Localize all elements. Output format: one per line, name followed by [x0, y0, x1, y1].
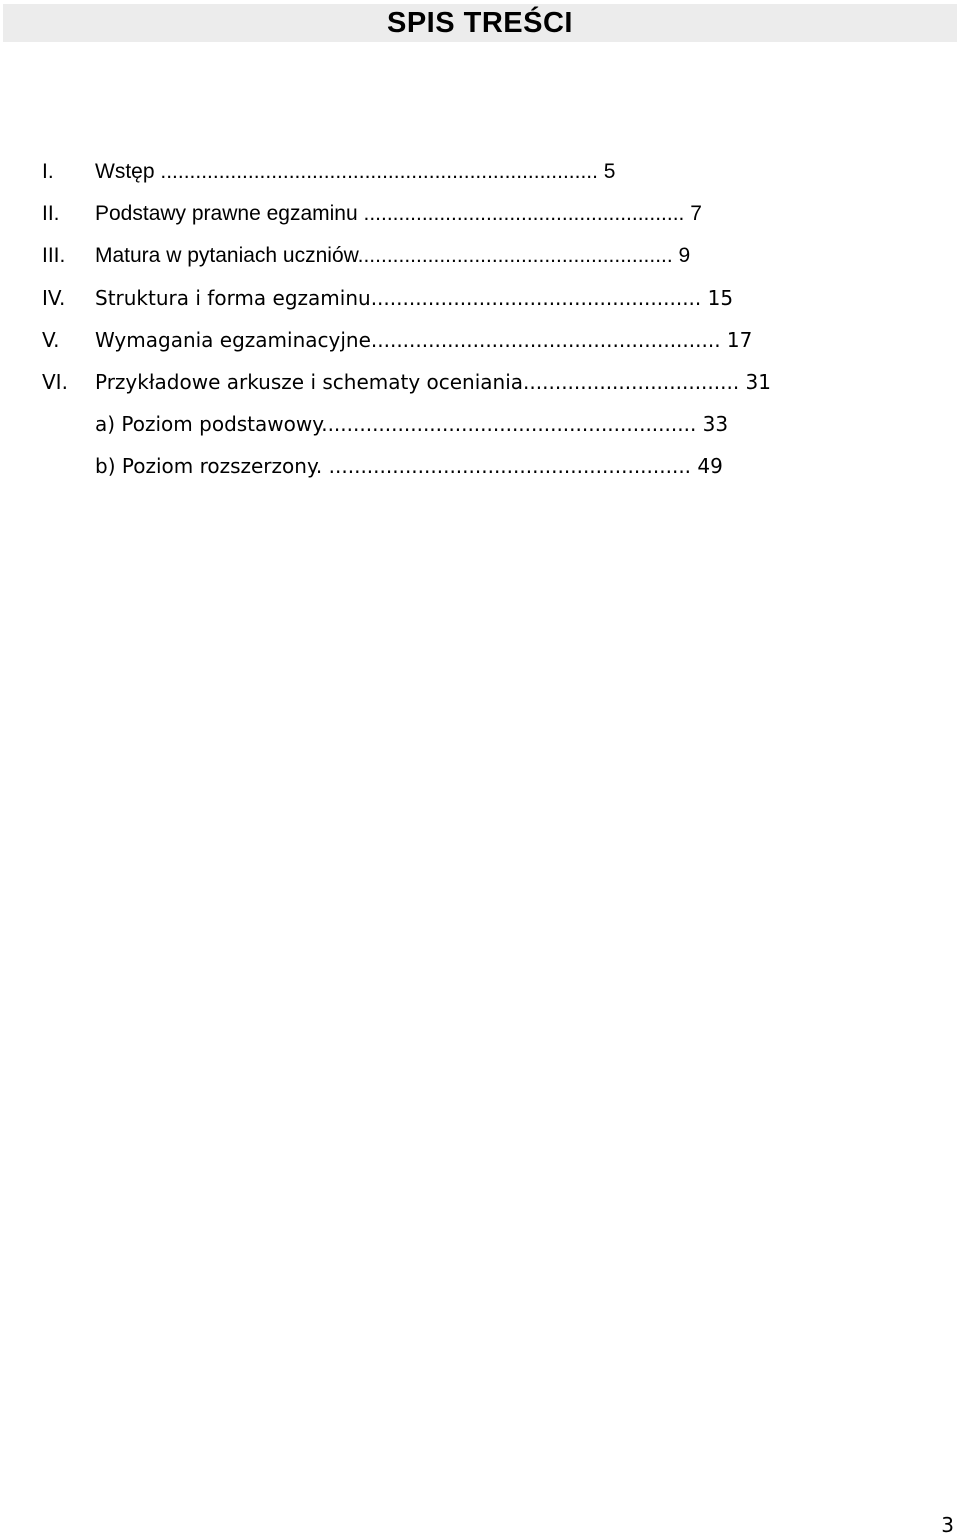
- toc-entry-number: VI.: [42, 370, 68, 394]
- toc-entry-title: Przykładowe arkusze i schematy oceniania.................................. 31: [95, 370, 772, 394]
- toc-entry-page: 17: [720, 328, 753, 352]
- toc-leader-dots: .........................................................: [328, 454, 692, 478]
- toc-entry-title: Struktura i forma egzaminu.................................................... 15: [95, 286, 734, 310]
- toc-entry-3[interactable]: [0, 241, 960, 271]
- title-bar: [3, 4, 957, 42]
- toc-entry-page: 15: [701, 286, 734, 310]
- toc-entry-title: Wymagania egzaminacyjne....................................................... 17: [95, 328, 753, 352]
- toc-entry-number: II.: [42, 202, 60, 225]
- toc-leader-dots: .......................................................: [363, 202, 685, 225]
- toc-leader-dots: ...........................................................................: [160, 160, 598, 183]
- toc-entry-page: 33: [696, 412, 729, 436]
- toc-entry-2[interactable]: [0, 199, 960, 229]
- toc-leader-dots: ...........................................................: [321, 412, 697, 436]
- toc-leader-dots: .......................................................: [370, 328, 721, 352]
- toc-entry-number: III.: [42, 244, 66, 267]
- toc-entry-4[interactable]: [0, 283, 960, 313]
- toc-entry-title: Wstęp ........................................................................... 5: [95, 160, 616, 183]
- toc-entry-6b[interactable]: [0, 451, 960, 481]
- toc-entry-page: 7: [684, 202, 702, 225]
- toc-entry-page: 49: [691, 454, 723, 478]
- toc-entry-6a[interactable]: [0, 409, 960, 439]
- toc-leader-dots: ....................................................: [370, 286, 702, 310]
- toc-entry-number: V.: [42, 328, 60, 352]
- toc-entry-page: 5: [597, 160, 616, 183]
- toc-leader-dots: ......................................................: [357, 244, 673, 267]
- toc-entry-number: I.: [42, 160, 54, 183]
- toc-entry-5[interactable]: [0, 325, 960, 355]
- toc-entry-page: 9: [672, 244, 691, 267]
- toc-entry-title: a) Poziom podstawowy........................................................... 33: [95, 412, 729, 436]
- toc-entry-number: IV.: [42, 286, 66, 310]
- toc-entry-1[interactable]: [0, 157, 960, 187]
- page-title: SPIS TREŚCI: [387, 7, 573, 39]
- toc-entry-title: Matura w pytaniach uczniów...................................................... 9: [95, 244, 691, 267]
- toc-entry-title: b) Poziom rozszerzony. ......................................................... 49: [95, 454, 723, 478]
- toc-entry-page: 31: [739, 370, 772, 394]
- toc-leader-dots: ..................................: [523, 370, 740, 394]
- toc-entry-title: Podstawy prawne egzaminu ....................................................... 7: [95, 202, 702, 225]
- page-number: 3: [941, 1513, 954, 1537]
- toc-entry-6[interactable]: [0, 367, 960, 397]
